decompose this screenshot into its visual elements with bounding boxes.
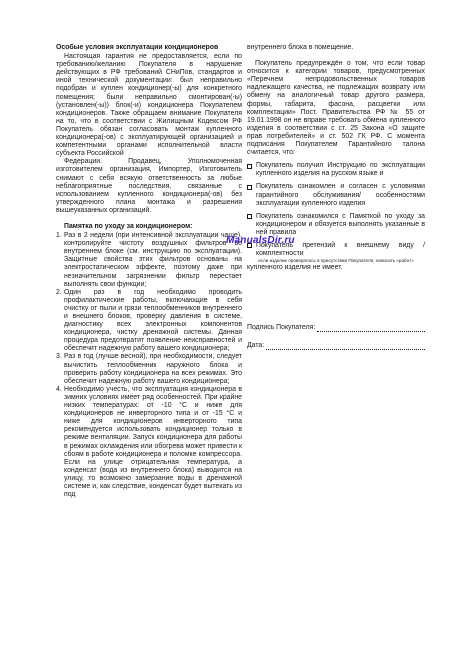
- liability-paragraph: Федерации. Продавец, Уполномоченная изготовителем организация, Импортер, Изготовитель снимают с себя всякую ответственность за любые неблагоприятные последствия, связанные с использованием купленного кондиционера(-ов) без утвержденного плана монтажа и разрешения вышеуказанных организаций.: [56, 158, 242, 214]
- signature-label: Подпись Покупателя:: [247, 323, 316, 331]
- checkbox[interactable]: [247, 185, 252, 190]
- date-field[interactable]: [247, 342, 425, 350]
- list-text: Раз в год (лучше весной), при необходимости, следует вычистить теплообменник наружного блока и проверить работу кондиционера на всех режимах. Это обеспечит надежную работу вашего кондиционера;: [64, 353, 242, 385]
- list-item: [56, 386, 242, 499]
- special-conditions-title: Особые условия эксплуатации кондиционеров: [56, 44, 219, 51]
- check-item: [247, 213, 425, 237]
- list-item: [56, 232, 242, 289]
- list-number: 1.: [56, 232, 62, 240]
- check-text: Покупатель получил Инструкцию по эксплуатации купленного изделия на русском языке и: [256, 162, 425, 178]
- list-number: 2.: [56, 288, 62, 296]
- care-title: Памятка по уходу за кондиционером:: [64, 222, 193, 230]
- buyer-notice: Покупатель предупреждён о том, что если товар относится к категории товаров, предусмотренных «Перечнем непродовольственных товаров надлежащего качества, не подлежащих возврату или обмену на аналогичный товар другого размера, формы, габарита, фасона, расцветки или комплектации» Пост. Правительства РФ № 55 от 19.01.1998 он не вправе требовать обмена купленного изделия в соответствии с ст. 25 Закона «О защите прав потребителей» и ст. 502 ГК РФ. С момента подписания Покупателем Гарантийного талона считается, что:: [247, 60, 425, 157]
- list-text: Необходимо учесть, что эксплуатация кондиционера в зимних условиях имеет ряд особенностей. При крайне низких температурах: от -10 °С и ниже для кондиционеров не инверторного типа и от -15 °С и ниже для кондиционеров инверторного типа рекомендуется использовать кондиционер только в режиме вентиляции. Запуск кондиционера для работы в режимах охлаждения или обогрева может привести к сбоям в работе кондиционера и поломке компрессора. Если на улице отрицательная температура, а конденсат (вода из внутреннего блока) выводится на улицу, то возможно замерзание воды в дренажной системе и, как следствие, конденсат будет вытекать из под: [64, 385, 242, 499]
- date-line: [266, 343, 425, 350]
- list-text: Один раз в год необходимо проводить профилактические работы, включающие в себя очистку от пыли и грязи теплообменников внутреннего и внешнего блоков, проверку давления в системе, диагностику всех электронных компонентов кондиционера, чистку дренажной системы. Данная процедура предотвратит появление неисправностей и обеспечит надежную работу вашего кондиционера;: [64, 288, 242, 353]
- check-text: Покупатель ознакомился с Памяткой по уходу за кондиционером и обязуется выполнять указанные в ней правила: [256, 212, 425, 236]
- date-label: Дата:: [247, 341, 265, 349]
- list-item: [56, 353, 242, 385]
- check-item: [247, 183, 425, 207]
- check-text: Покупатель претензий к внешнему виду /комплектности: [256, 241, 425, 258]
- continuation-text: внутреннего блока в помещение.: [247, 44, 354, 51]
- handwriting-note: если изделие проверялось в присутствии Покупателя, написать «работ»: [258, 258, 414, 264]
- right-column: [247, 44, 425, 350]
- checkbox[interactable]: [247, 214, 252, 219]
- list-number: 4.: [56, 385, 62, 393]
- check-text: Покупатель ознакомлен и согласен с условиями гарантийного обслуживания/ особенностями эксплуатации купленного изделия: [256, 183, 425, 207]
- list-text: Раз в 2 недели (при интенсивной эксплуатации чаще), контролируйте чистоту воздушных фильтров во внутреннем блоке (см. инструкцию по эксплуатации). Защитные свойства этих фильтров основаны на электростатическом эффекте, поэтому даже при незначительном загрязнении фильтр перестает выполнять свои функции;: [64, 232, 242, 288]
- list-number: 3.: [56, 353, 62, 361]
- care-list: [56, 232, 242, 499]
- signature-field[interactable]: [247, 324, 425, 332]
- closing-text: купленного изделия не имеет.: [247, 263, 343, 271]
- checkbox[interactable]: [247, 164, 252, 169]
- check-item: [247, 162, 425, 178]
- signature-line: [317, 325, 425, 332]
- left-column: [56, 44, 242, 499]
- warranty-paragraph: Настоящая гарантия не предоставляется, если по требованию/желанию Покупателя в нарушение действующих в РФ требований СНиПов, стандартов и иной технической документации: был неправильно подобран и куплен кондиционер(-ы) для конкретного помещения; были неправильно смонтирован(-ы) (установлен(-ы)) блок(-и) кондиционера Покупателем кондиционеров. Также обращаем внимание Покупателя на то, что в соответствии с Жилищным Кодексом РФ Покупатель обязан согласовать монтаж купленного кондиционера(-ов) с эксплуатирующей организацией и компетентными органами исполнительной власти субъекта Российской: [56, 53, 242, 158]
- watermark-logo: ManualsDir.ru: [226, 235, 295, 246]
- list-item: [56, 289, 242, 354]
